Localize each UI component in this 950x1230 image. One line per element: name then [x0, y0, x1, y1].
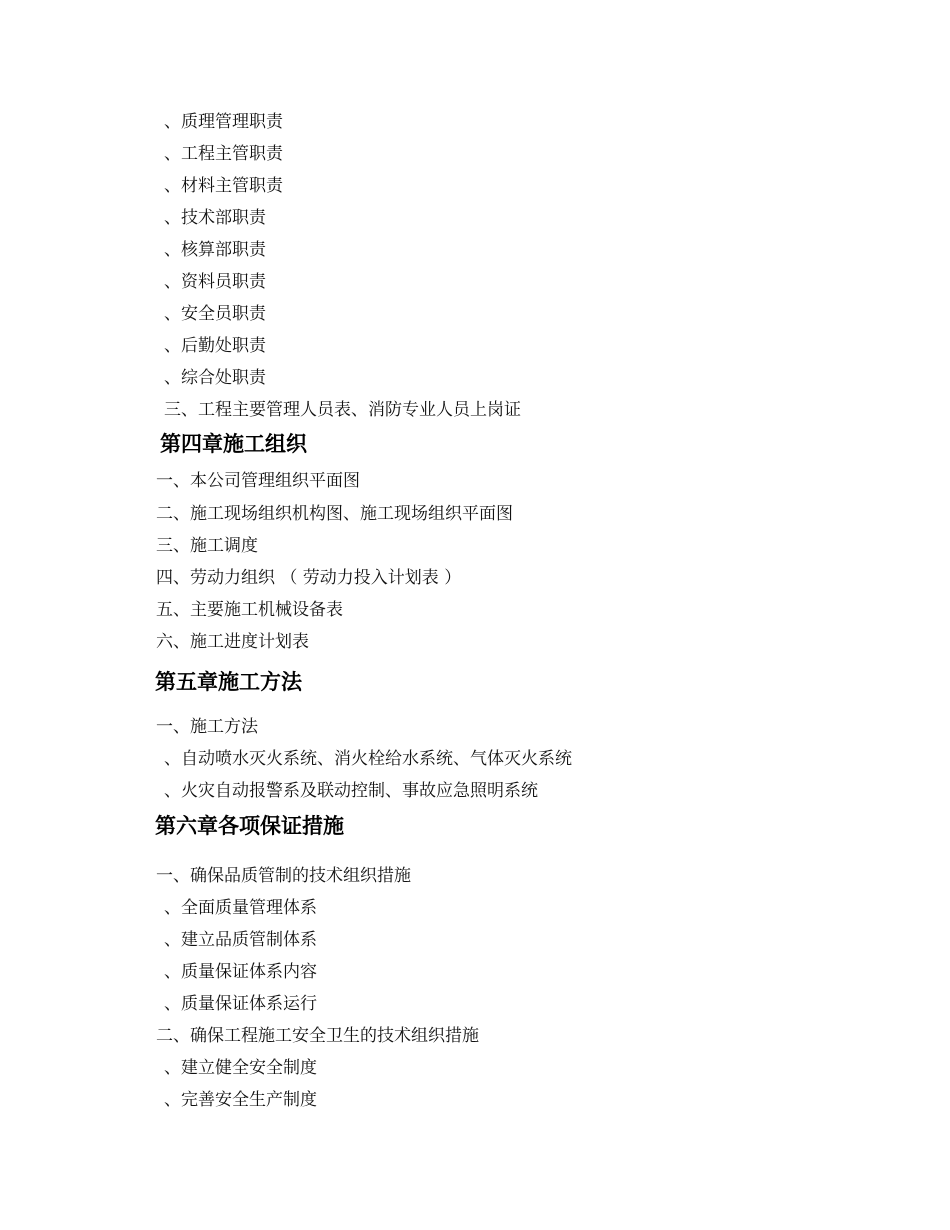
toc-item-quality-assurance-operation: 、质量保证体系运行	[164, 994, 317, 1014]
toc-item-quality-management-duties: 、质理管理职责	[164, 112, 283, 132]
toc-item-safety-rules: 、建立健全安全制度	[164, 1058, 317, 1078]
toc-item-progress-plan: 六、施工进度计划表	[156, 632, 309, 652]
toc-item-company-org-plan: 一、本公司管理组织平面图	[156, 471, 360, 491]
toc-item-safety-measures: 二、确保工程施工安全卫生的技术组织措施	[156, 1026, 479, 1046]
toc-item-machinery-table: 五、主要施工机械设备表	[156, 600, 343, 620]
chapter-4-heading: 第四章施工组织	[160, 432, 307, 456]
toc-item-logistics-office-duties: 、后勤处职责	[164, 336, 266, 356]
toc-item-construction-method: 一、施工方法	[156, 717, 258, 737]
toc-item-technical-department-duties: 、技术部职责	[164, 208, 266, 228]
toc-item-production-safety-rules: 、完善安全生产制度	[164, 1090, 317, 1110]
toc-item-quality-control-system: 、建立品质管制体系	[164, 930, 317, 950]
toc-item-safety-officer-duties: 、安全员职责	[164, 304, 266, 324]
toc-item-personnel-roster: 三、工程主要管理人员表、消防专业人员上岗证	[164, 400, 521, 420]
toc-item-site-org-chart: 二、施工现场组织机构图、施工现场组织平面图	[156, 504, 513, 524]
toc-item-total-quality-system: 、全面质量管理体系	[164, 898, 317, 918]
toc-item-documentation-clerk-duties: 、资料员职责	[164, 272, 266, 292]
toc-item-accounting-department-duties: 、核算部职责	[164, 240, 266, 260]
toc-item-general-affairs-duties: 、综合处职责	[164, 368, 266, 388]
toc-item-quality-measures: 一、确保品质管制的技术组织措施	[156, 866, 411, 886]
toc-item-quality-assurance-content: 、质量保证体系内容	[164, 962, 317, 982]
toc-item-materials-supervisor-duties: 、材料主管职责	[164, 176, 283, 196]
toc-item-sprinkler-hydrant-gas-systems: 、自动喷水灭火系统、消火栓给水系统、气体灭火系统	[164, 749, 572, 769]
toc-item-engineering-supervisor-duties: 、工程主管职责	[164, 144, 283, 164]
toc-item-construction-scheduling: 三、施工调度	[156, 536, 258, 556]
chapter-5-heading: 第五章施工方法	[155, 670, 302, 694]
toc-item-labor-organization: 四、劳动力组织 （ 劳动力投入计划表 ）	[156, 568, 462, 588]
toc-item-fire-alarm-emergency-lighting: 、火灾自动报警系及联动控制、事故应急照明系统	[164, 781, 538, 801]
chapter-6-heading: 第六章各项保证措施	[155, 814, 344, 838]
